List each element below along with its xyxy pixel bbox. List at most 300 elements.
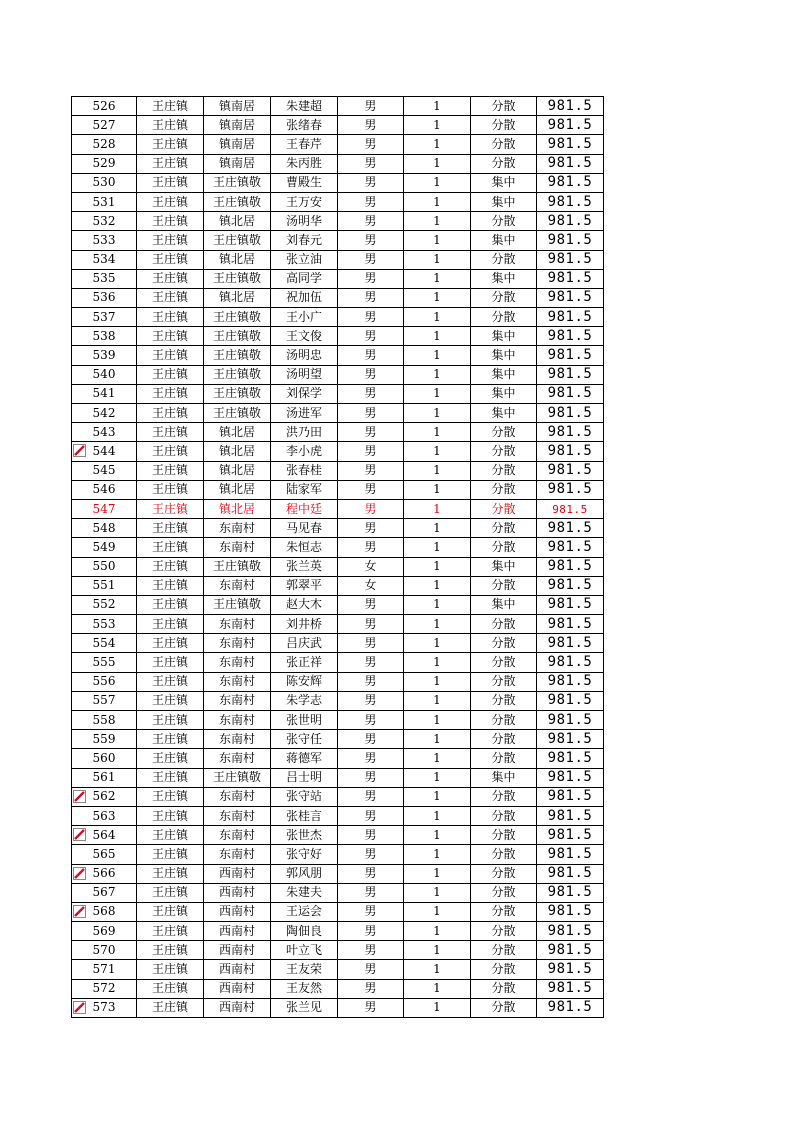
person-name-cell (271, 806, 338, 825)
support-mode-cell (471, 845, 537, 864)
count-cell (404, 883, 471, 902)
amount-text: 981.5 (547, 174, 593, 191)
town-cell (137, 634, 204, 653)
amount-cell (537, 711, 604, 730)
support-mode-cell (471, 941, 537, 960)
person-name-text: 洪乃田 (285, 424, 322, 439)
row-number-cell (72, 768, 137, 787)
support-mode-cell (471, 173, 537, 192)
village-text: 王庄镇敬 (212, 597, 261, 612)
table-row (72, 461, 604, 480)
amount-cell (537, 730, 604, 749)
support-mode-text: 集中 (491, 175, 516, 190)
support-mode-cell (471, 557, 537, 576)
gender-text: 男 (364, 885, 377, 900)
village-text: 镇南居 (218, 136, 255, 151)
town-text: 王庄镇 (151, 789, 188, 804)
gender-cell (338, 346, 404, 365)
count-text: 1 (433, 348, 441, 363)
count-text: 1 (433, 539, 441, 554)
gender-text: 女 (364, 559, 377, 574)
gender-cell (338, 787, 404, 806)
gender-text: 男 (364, 136, 377, 151)
amount-cell (537, 250, 604, 269)
row-number-cell (72, 192, 137, 211)
gender-text: 男 (364, 789, 377, 804)
person-name-cell (271, 346, 338, 365)
amount-cell (537, 116, 604, 135)
amount-cell (537, 173, 604, 192)
village-text: 西南村 (218, 981, 255, 996)
village-cell (204, 461, 271, 480)
table-row (72, 192, 604, 211)
person-name-text: 郭风朋 (285, 866, 322, 881)
row-number-text: 561 (92, 770, 116, 785)
town-text: 王庄镇 (151, 712, 188, 727)
person-name-text: 王文俊 (285, 328, 322, 343)
town-cell (137, 979, 204, 998)
gender-cell (338, 979, 404, 998)
count-text: 1 (433, 578, 441, 593)
gender-cell (338, 902, 404, 921)
town-text: 王庄镇 (151, 309, 188, 324)
gender-text: 男 (364, 328, 377, 343)
town-text: 王庄镇 (151, 194, 188, 209)
person-name-text: 朱丙胜 (285, 156, 322, 171)
village-cell (204, 557, 271, 576)
town-text: 王庄镇 (151, 597, 188, 612)
town-text: 王庄镇 (151, 770, 188, 785)
person-name-cell (271, 902, 338, 921)
count-cell (404, 576, 471, 595)
village-text: 西南村 (218, 904, 255, 919)
person-name-text: 曹殿生 (285, 175, 322, 190)
support-mode-cell (471, 135, 537, 154)
count-text: 1 (433, 328, 441, 343)
village-cell (204, 845, 271, 864)
table-row (72, 327, 604, 346)
table-row (72, 749, 604, 768)
town-text: 王庄镇 (151, 463, 188, 478)
gender-text: 男 (364, 405, 377, 420)
count-text: 1 (433, 443, 441, 458)
amount-cell (537, 749, 604, 768)
amount-text: 981.5 (547, 366, 593, 383)
village-text: 西南村 (218, 962, 255, 977)
support-mode-cell (471, 212, 537, 231)
gender-cell (338, 365, 404, 384)
comment-note-icon[interactable] (73, 790, 86, 803)
person-name-text: 汤进军 (285, 405, 322, 420)
town-cell (137, 998, 204, 1017)
support-mode-text: 分散 (491, 578, 516, 593)
row-number-text: 573 (92, 1000, 116, 1015)
comment-note-icon[interactable] (73, 905, 86, 918)
person-name-text: 张守好 (285, 846, 322, 861)
town-text: 王庄镇 (151, 981, 188, 996)
gender-text: 男 (364, 846, 377, 861)
town-text: 王庄镇 (151, 559, 188, 574)
row-number-cell (72, 384, 137, 403)
village-text: 西南村 (218, 885, 255, 900)
table-row (72, 499, 604, 518)
town-text: 王庄镇 (151, 923, 188, 938)
row-number-cell (72, 231, 137, 250)
town-cell (137, 826, 204, 845)
support-mode-cell (471, 288, 537, 307)
person-name-cell (271, 672, 338, 691)
village-cell (204, 135, 271, 154)
gender-cell (338, 883, 404, 902)
count-cell (404, 212, 471, 231)
count-cell (404, 346, 471, 365)
village-cell (204, 173, 271, 192)
table-row (72, 538, 604, 557)
comment-note-icon[interactable] (73, 828, 86, 841)
amount-text: 981.5 (547, 308, 593, 325)
row-number-cell (72, 423, 137, 442)
amount-cell (537, 269, 604, 288)
village-text: 东南村 (218, 539, 255, 554)
amount-cell (537, 192, 604, 211)
village-text: 西南村 (218, 942, 255, 957)
town-text: 王庄镇 (151, 616, 188, 631)
person-name-cell (271, 499, 338, 518)
row-number-cell (72, 442, 137, 461)
person-name-cell (271, 308, 338, 327)
row-number-text: 545 (92, 463, 116, 478)
person-name-text: 朱学志 (285, 693, 322, 708)
person-name-text: 汤明忠 (285, 348, 322, 363)
amount-text: 981.5 (547, 289, 593, 306)
village-cell (204, 384, 271, 403)
town-text: 王庄镇 (151, 827, 188, 842)
table-row (72, 730, 604, 749)
count-cell (404, 154, 471, 173)
amount-text: 981.5 (547, 788, 593, 805)
row-number-text: 550 (92, 559, 116, 574)
village-text: 王庄镇敬 (212, 175, 261, 190)
gender-cell (338, 749, 404, 768)
amount-cell (537, 960, 604, 979)
count-cell (404, 135, 471, 154)
count-text: 1 (433, 290, 441, 305)
support-mode-cell (471, 154, 537, 173)
amount-text: 981.5 (547, 577, 593, 594)
count-cell (404, 365, 471, 384)
row-number-text: 569 (92, 923, 116, 938)
support-mode-cell (471, 404, 537, 423)
amount-text: 981.5 (547, 980, 593, 997)
support-mode-text: 分散 (491, 789, 516, 804)
table-row (72, 250, 604, 269)
gender-text: 男 (364, 750, 377, 765)
row-number-cell (72, 883, 137, 902)
person-name-cell (271, 922, 338, 941)
support-mode-text: 分散 (491, 424, 516, 439)
gender-cell (338, 768, 404, 787)
count-text: 1 (433, 942, 441, 957)
person-name-cell (271, 192, 338, 211)
village-text: 东南村 (218, 731, 255, 746)
count-cell (404, 653, 471, 672)
person-name-cell (271, 864, 338, 883)
town-text: 王庄镇 (151, 290, 188, 305)
amount-cell (537, 634, 604, 653)
person-name-cell (271, 250, 338, 269)
amount-text: 981.5 (547, 807, 593, 824)
count-text: 1 (433, 252, 441, 267)
row-number-text: 564 (92, 827, 116, 842)
amount-text: 981.5 (547, 327, 593, 344)
village-cell (204, 902, 271, 921)
town-text: 王庄镇 (151, 655, 188, 670)
row-number-cell (72, 787, 137, 806)
village-cell (204, 365, 271, 384)
gender-text: 男 (364, 597, 377, 612)
town-text: 王庄镇 (151, 693, 188, 708)
village-text: 东南村 (218, 808, 255, 823)
town-text: 王庄镇 (151, 213, 188, 228)
person-name-text: 朱恒志 (285, 539, 322, 554)
support-mode-cell (471, 97, 537, 116)
gender-text: 男 (364, 482, 377, 497)
person-name-cell (271, 691, 338, 710)
count-text: 1 (433, 463, 441, 478)
row-number-cell (72, 135, 137, 154)
support-mode-text: 分散 (491, 674, 516, 689)
town-text: 王庄镇 (151, 904, 188, 919)
gender-text: 男 (364, 904, 377, 919)
count-text: 1 (433, 98, 441, 113)
amount-text: 981.5 (547, 749, 593, 766)
row-number-cell (72, 461, 137, 480)
town-text: 王庄镇 (151, 962, 188, 977)
table-row (72, 595, 604, 614)
count-cell (404, 941, 471, 960)
count-cell (404, 711, 471, 730)
count-cell (404, 787, 471, 806)
count-text: 1 (433, 770, 441, 785)
town-text: 王庄镇 (151, 674, 188, 689)
person-name-text: 郭翠平 (285, 578, 322, 593)
person-name-cell (271, 711, 338, 730)
village-cell (204, 653, 271, 672)
town-cell (137, 327, 204, 346)
gender-cell (338, 672, 404, 691)
table-row (72, 845, 604, 864)
row-number-text: 546 (92, 482, 116, 497)
gender-cell (338, 423, 404, 442)
village-text: 镇南居 (218, 117, 255, 132)
row-number-text: 544 (92, 443, 116, 458)
town-cell (137, 269, 204, 288)
gender-cell (338, 922, 404, 941)
count-cell (404, 538, 471, 557)
amount-cell (537, 845, 604, 864)
town-cell (137, 960, 204, 979)
gender-cell (338, 480, 404, 499)
gender-cell (338, 97, 404, 116)
amount-cell (537, 826, 604, 845)
gender-text: 男 (364, 271, 377, 286)
amount-cell (537, 97, 604, 116)
support-mode-cell (471, 883, 537, 902)
village-cell (204, 442, 271, 461)
town-cell (137, 442, 204, 461)
town-text: 王庄镇 (151, 808, 188, 823)
gender-text: 男 (364, 770, 377, 785)
amount-text: 981.5 (547, 961, 593, 978)
amount-text: 981.5 (547, 941, 593, 958)
village-text: 王庄镇敬 (212, 559, 261, 574)
amount-text: 981.5 (547, 845, 593, 862)
person-name-cell (271, 288, 338, 307)
row-number-text: 536 (92, 290, 116, 305)
gender-text: 男 (364, 712, 377, 727)
data-table (71, 96, 604, 1018)
person-name-cell (271, 960, 338, 979)
amount-cell (537, 787, 604, 806)
row-number-text: 557 (92, 693, 116, 708)
comment-note-icon[interactable] (73, 867, 86, 880)
gender-text: 男 (364, 194, 377, 209)
town-cell (137, 499, 204, 518)
support-mode-cell (471, 480, 537, 499)
support-mode-cell (471, 269, 537, 288)
support-mode-text: 集中 (491, 232, 516, 247)
gender-text: 男 (364, 213, 377, 228)
person-name-cell (271, 615, 338, 634)
town-text: 王庄镇 (151, 520, 188, 535)
table-row (72, 442, 604, 461)
village-text: 西南村 (218, 923, 255, 938)
town-text: 王庄镇 (151, 98, 188, 113)
support-mode-cell (471, 116, 537, 135)
village-cell (204, 116, 271, 135)
support-mode-text: 集中 (491, 271, 516, 286)
village-cell (204, 327, 271, 346)
row-number-cell (72, 711, 137, 730)
comment-note-icon[interactable] (73, 444, 86, 457)
table-row (72, 922, 604, 941)
support-mode-cell (471, 442, 537, 461)
amount-cell (537, 384, 604, 403)
support-mode-text: 分散 (491, 136, 516, 151)
support-mode-text: 集中 (491, 194, 516, 209)
count-cell (404, 442, 471, 461)
town-cell (137, 116, 204, 135)
support-mode-cell (471, 902, 537, 921)
amount-cell (537, 288, 604, 307)
gender-cell (338, 384, 404, 403)
support-mode-cell (471, 538, 537, 557)
amount-cell (537, 615, 604, 634)
village-cell (204, 576, 271, 595)
count-text: 1 (433, 712, 441, 727)
table-row (72, 519, 604, 538)
support-mode-cell (471, 826, 537, 845)
amount-cell (537, 768, 604, 787)
person-name-cell (271, 404, 338, 423)
support-mode-text: 分散 (491, 808, 516, 823)
amount-cell (537, 404, 604, 423)
row-number-cell (72, 615, 137, 634)
support-mode-cell (471, 576, 537, 595)
person-name-text: 张守任 (285, 731, 322, 746)
village-text: 王庄镇敬 (212, 367, 261, 382)
amount-cell (537, 902, 604, 921)
village-text: 东南村 (218, 578, 255, 593)
support-mode-text: 分散 (491, 213, 516, 228)
count-text: 1 (433, 789, 441, 804)
person-name-text: 陈安辉 (285, 674, 322, 689)
row-number-text: 552 (92, 597, 116, 612)
village-cell (204, 998, 271, 1017)
amount-cell (537, 864, 604, 883)
table-row (72, 711, 604, 730)
row-number-cell (72, 691, 137, 710)
village-text: 镇北居 (218, 501, 255, 516)
person-name-text: 高同学 (285, 271, 322, 286)
village-text: 镇北居 (218, 482, 255, 497)
support-mode-text: 分散 (491, 463, 516, 478)
count-text: 1 (433, 117, 441, 132)
row-number-cell (72, 826, 137, 845)
table-row (72, 135, 604, 154)
row-number-cell (72, 97, 137, 116)
count-cell (404, 461, 471, 480)
amount-text: 981.5 (547, 596, 593, 613)
count-text: 1 (433, 1000, 441, 1015)
village-text: 西南村 (218, 866, 255, 881)
support-mode-cell (471, 806, 537, 825)
row-number-text: 554 (92, 635, 116, 650)
comment-note-icon[interactable] (73, 1001, 86, 1014)
gender-cell (338, 135, 404, 154)
count-text: 1 (433, 520, 441, 535)
person-name-cell (271, 845, 338, 864)
table-row (72, 557, 604, 576)
person-name-cell (271, 97, 338, 116)
gender-cell (338, 499, 404, 518)
count-cell (404, 922, 471, 941)
support-mode-text: 分散 (491, 731, 516, 746)
person-name-cell (271, 384, 338, 403)
amount-text: 981.5 (547, 884, 593, 901)
table-row (72, 404, 604, 423)
count-cell (404, 519, 471, 538)
amount-text: 981.5 (547, 231, 593, 248)
village-text: 镇南居 (218, 98, 255, 113)
town-text: 王庄镇 (151, 232, 188, 247)
person-name-cell (271, 327, 338, 346)
amount-cell (537, 979, 604, 998)
count-cell (404, 173, 471, 192)
amount-text: 981.5 (547, 865, 593, 882)
person-name-text: 赵大木 (285, 597, 322, 612)
person-name-cell (271, 941, 338, 960)
gender-cell (338, 806, 404, 825)
person-name-cell (271, 787, 338, 806)
town-cell (137, 806, 204, 825)
support-mode-text: 分散 (491, 962, 516, 977)
count-text: 1 (433, 482, 441, 497)
town-cell (137, 365, 204, 384)
town-text: 王庄镇 (151, 1000, 188, 1015)
gender-cell (338, 250, 404, 269)
amount-text: 981.5 (547, 615, 593, 632)
